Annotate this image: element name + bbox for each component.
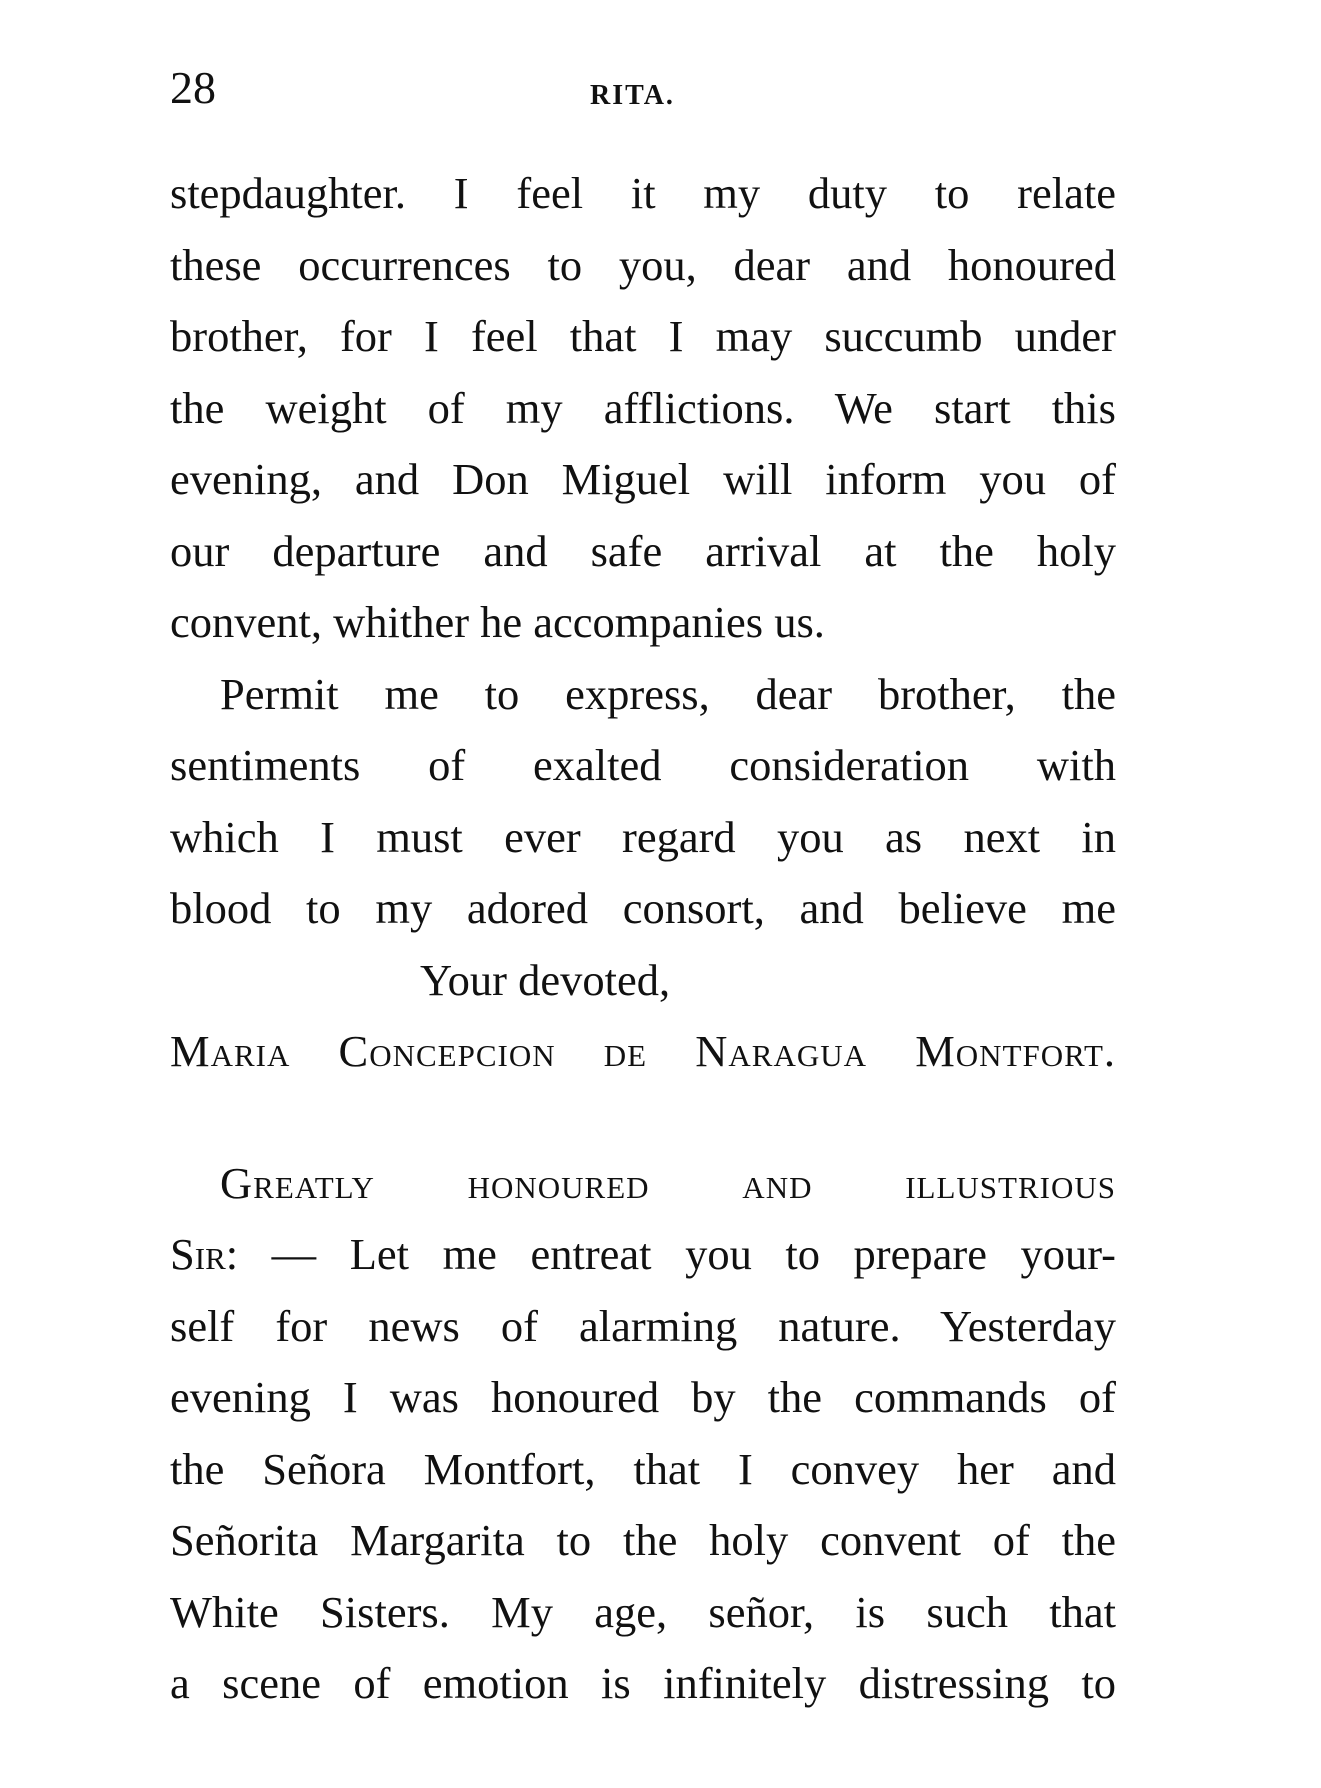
text-line: which I must ever regard you as next in <box>170 811 1116 862</box>
text-line: these occurrences to you, dear and honoured <box>170 239 1116 290</box>
running-head: RITA. <box>590 80 675 111</box>
text-line: Permit me to express, dear brother, the <box>220 668 1116 719</box>
salutation-continuation: Sir <box>170 1229 226 1279</box>
text-line: White Sisters. My age, señor, is such that <box>170 1586 1116 1637</box>
text-line: Señorita Margarita to the holy convent of the <box>170 1515 1116 1565</box>
text-line: a scene of emotion is infinitely distressing to <box>170 1658 1116 1708</box>
text-line: blood to my adored consort, and believe me <box>170 883 1116 933</box>
letter-signature: Maria Concepcion de Naragua Montfort. <box>170 1026 1116 1076</box>
section-gap <box>170 1088 1116 1148</box>
letter-salutation: Greatly honoured and illustrious <box>220 1157 1116 1208</box>
text-line: convent, whither he accompanies us. <box>170 597 825 647</box>
letter-signoff: Your devoted, <box>420 954 671 1005</box>
text-line: evening I was honoured by the commands of <box>170 1372 1116 1422</box>
text-line: evening, and Don Miguel will inform you of <box>170 454 1116 504</box>
body-text <box>170 158 1116 1720</box>
text-line: the Señora Montfort, that I convey her and <box>170 1443 1116 1494</box>
text-line: brother, for I feel that I may succumb under <box>170 311 1116 361</box>
page-number: 28 <box>170 62 216 113</box>
text-line: our departure and safe arrival at the holy <box>170 525 1116 576</box>
text-line: stepdaughter. I feel it my duty to relate <box>170 168 1116 218</box>
text-line: sentiments of exalted consideration with <box>170 740 1116 790</box>
text-line <box>170 1219 1116 1291</box>
text-line: self for news of alarming nature. Yesterday <box>170 1300 1116 1351</box>
text-line-rest: : — Let me entreat you to prepare your- <box>225 1229 1116 1279</box>
text-line: the weight of my afflictions. We start this <box>170 382 1116 433</box>
page-header <box>170 58 1116 118</box>
